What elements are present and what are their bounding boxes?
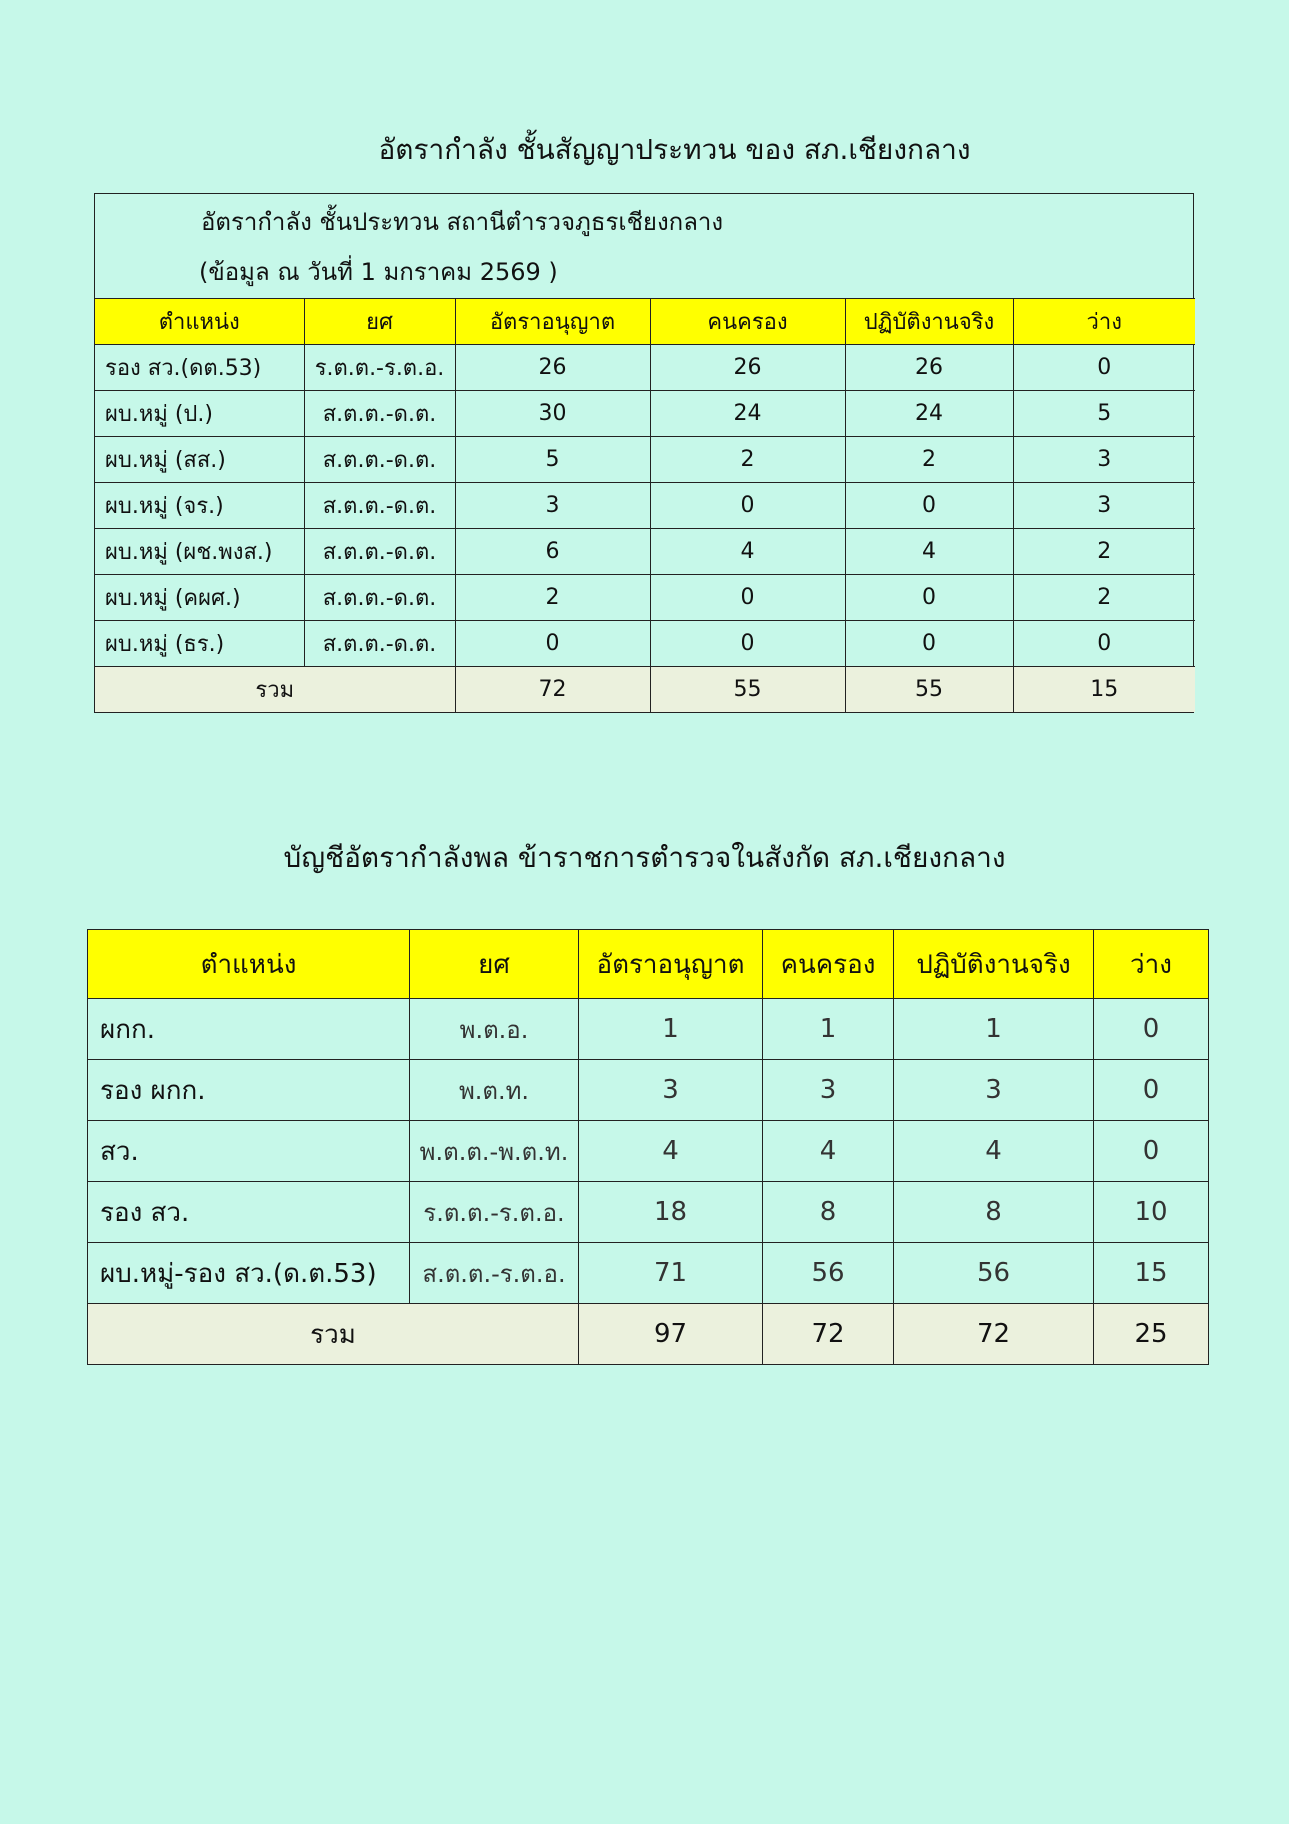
cell-occupied: 4: [763, 1121, 894, 1182]
cell-vacant: 10: [1094, 1182, 1209, 1243]
cell-vacant: 0: [1013, 345, 1195, 391]
table-header-row: [88, 930, 1209, 999]
header-active: ปฏิบัติงานจริง: [894, 930, 1094, 999]
cell-position: ผกก.: [88, 999, 410, 1060]
header-occupied: คนครอง: [650, 299, 845, 345]
cell-occupied: 24: [650, 391, 845, 437]
total-authorized: 97: [579, 1304, 763, 1365]
cell-authorized: 3: [579, 1060, 763, 1121]
cell-rank: ส.ต.ต.-ด.ต.: [304, 437, 455, 483]
total-row: [95, 667, 1195, 713]
cell-position: ผบ.หมู่-รอง สว.(ด.ต.53): [88, 1243, 410, 1304]
total-row: [88, 1304, 1209, 1365]
header-occupied: คนครอง: [763, 930, 894, 999]
cell-rank: ส.ต.ต.-ด.ต.: [304, 483, 455, 529]
cell-position: รอง สว.(ดต.53): [95, 345, 304, 391]
cell-rank: ส.ต.ต.-ด.ต.: [304, 529, 455, 575]
cell-vacant: 0: [1094, 1121, 1209, 1182]
cell-occupied: 0: [650, 575, 845, 621]
total-label: รวม: [95, 667, 455, 713]
cell-rank: ส.ต.ต.-ด.ต.: [304, 391, 455, 437]
cell-vacant: 5: [1013, 391, 1195, 437]
cell-active: 1: [894, 999, 1094, 1060]
cell-rank: พ.ต.ท.: [410, 1060, 579, 1121]
cell-vacant: 0: [1094, 999, 1209, 1060]
cell-active: 8: [894, 1182, 1094, 1243]
cell-rank: ส.ต.ต.-ด.ต.: [304, 621, 455, 667]
cell-active: 2: [845, 437, 1013, 483]
cell-position: ผบ.หมู่ (ผช.พงส.): [95, 529, 304, 575]
cell-active: 4: [894, 1121, 1094, 1182]
table-1-date-note: (ข้อมูล ณ วันที่ 1 มกราคม 2569 ): [199, 258, 558, 286]
table-row: [95, 621, 1195, 667]
cell-authorized: 71: [579, 1243, 763, 1304]
cell-position: รอง ผกก.: [88, 1060, 410, 1121]
table-row: [88, 1060, 1209, 1121]
cell-authorized: 26: [455, 345, 650, 391]
table-row: [95, 437, 1195, 483]
page-title-2: บัญชีอัตรากำลังพล ข้าราชการตำรวจในสังกัด สภ.เชียงกลาง: [283, 841, 1006, 874]
cell-rank: ร.ต.ต.-ร.ต.อ.: [304, 345, 455, 391]
table-row: [88, 1121, 1209, 1182]
table-enlisted-strength: [94, 193, 1194, 713]
page-title-1: อัตรากำลัง ชั้นสัญญาประทวน ของ สภ.เชียงกลาง: [378, 133, 971, 166]
cell-active: 4: [845, 529, 1013, 575]
header-vacant: ว่าง: [1013, 299, 1195, 345]
table-row: [95, 391, 1195, 437]
total-occupied: 72: [763, 1304, 894, 1365]
cell-position: สว.: [88, 1121, 410, 1182]
header-active: ปฏิบัติงานจริง: [845, 299, 1013, 345]
cell-occupied: 2: [650, 437, 845, 483]
cell-rank: พ.ต.ต.-พ.ต.ท.: [410, 1121, 579, 1182]
cell-occupied: 8: [763, 1182, 894, 1243]
cell-authorized: 3: [455, 483, 650, 529]
cell-rank: ร.ต.ต.-ร.ต.อ.: [410, 1182, 579, 1243]
header-authorized: อัตราอนุญาต: [579, 930, 763, 999]
cell-occupied: 1: [763, 999, 894, 1060]
table-row: [95, 529, 1195, 575]
header-position: ตำแหน่ง: [95, 299, 304, 345]
table-row: [95, 483, 1195, 529]
table-row: [88, 999, 1209, 1060]
table-police-strength: [87, 929, 1208, 1365]
header-rank: ยศ: [304, 299, 455, 345]
header-rank: ยศ: [410, 930, 579, 999]
cell-vacant: 15: [1094, 1243, 1209, 1304]
cell-active: 26: [845, 345, 1013, 391]
cell-authorized: 5: [455, 437, 650, 483]
total-active: 55: [845, 667, 1013, 713]
table-row: [95, 575, 1195, 621]
cell-position: รอง สว.: [88, 1182, 410, 1243]
cell-authorized: 30: [455, 391, 650, 437]
cell-authorized: 6: [455, 529, 650, 575]
cell-occupied: 26: [650, 345, 845, 391]
cell-authorized: 2: [455, 575, 650, 621]
table-row: [88, 1243, 1209, 1304]
header-vacant: ว่าง: [1094, 930, 1209, 999]
cell-position: ผบ.หมู่ (ป.): [95, 391, 304, 437]
cell-vacant: 0: [1094, 1060, 1209, 1121]
cell-position: ผบ.หมู่ (ธร.): [95, 621, 304, 667]
cell-active: 0: [845, 575, 1013, 621]
cell-position: ผบ.หมู่ (คผศ.): [95, 575, 304, 621]
cell-authorized: 18: [579, 1182, 763, 1243]
cell-active: 24: [845, 391, 1013, 437]
table-header-row: [95, 299, 1195, 345]
cell-rank: ส.ต.ต.-ร.ต.อ.: [410, 1243, 579, 1304]
cell-occupied: 0: [650, 483, 845, 529]
cell-vacant: 3: [1013, 483, 1195, 529]
cell-rank: ส.ต.ต.-ด.ต.: [304, 575, 455, 621]
cell-active: 0: [845, 621, 1013, 667]
cell-occupied: 4: [650, 529, 845, 575]
total-vacant: 25: [1094, 1304, 1209, 1365]
header-authorized: อัตราอนุญาต: [455, 299, 650, 345]
cell-active: 56: [894, 1243, 1094, 1304]
total-active: 72: [894, 1304, 1094, 1365]
header-position: ตำแหน่ง: [88, 930, 410, 999]
cell-occupied: 3: [763, 1060, 894, 1121]
cell-vacant: 2: [1013, 575, 1195, 621]
cell-authorized: 1: [579, 999, 763, 1060]
cell-occupied: 0: [650, 621, 845, 667]
cell-position: ผบ.หมู่ (สส.): [95, 437, 304, 483]
table-1-subtitle: อัตรากำลัง ชั้นประทวน สถานีตำรวจภูธรเชียงกลาง: [201, 208, 724, 236]
total-vacant: 15: [1013, 667, 1195, 713]
cell-rank: พ.ต.อ.: [410, 999, 579, 1060]
cell-authorized: 0: [455, 621, 650, 667]
cell-vacant: 0: [1013, 621, 1195, 667]
cell-active: 0: [845, 483, 1013, 529]
total-occupied: 55: [650, 667, 845, 713]
table-1-caption: [95, 194, 1193, 298]
cell-authorized: 4: [579, 1121, 763, 1182]
cell-vacant: 2: [1013, 529, 1195, 575]
total-label: รวม: [88, 1304, 579, 1365]
table-row: [95, 345, 1195, 391]
cell-occupied: 56: [763, 1243, 894, 1304]
cell-active: 3: [894, 1060, 1094, 1121]
table-row: [88, 1182, 1209, 1243]
cell-vacant: 3: [1013, 437, 1195, 483]
total-authorized: 72: [455, 667, 650, 713]
cell-position: ผบ.หมู่ (จร.): [95, 483, 304, 529]
